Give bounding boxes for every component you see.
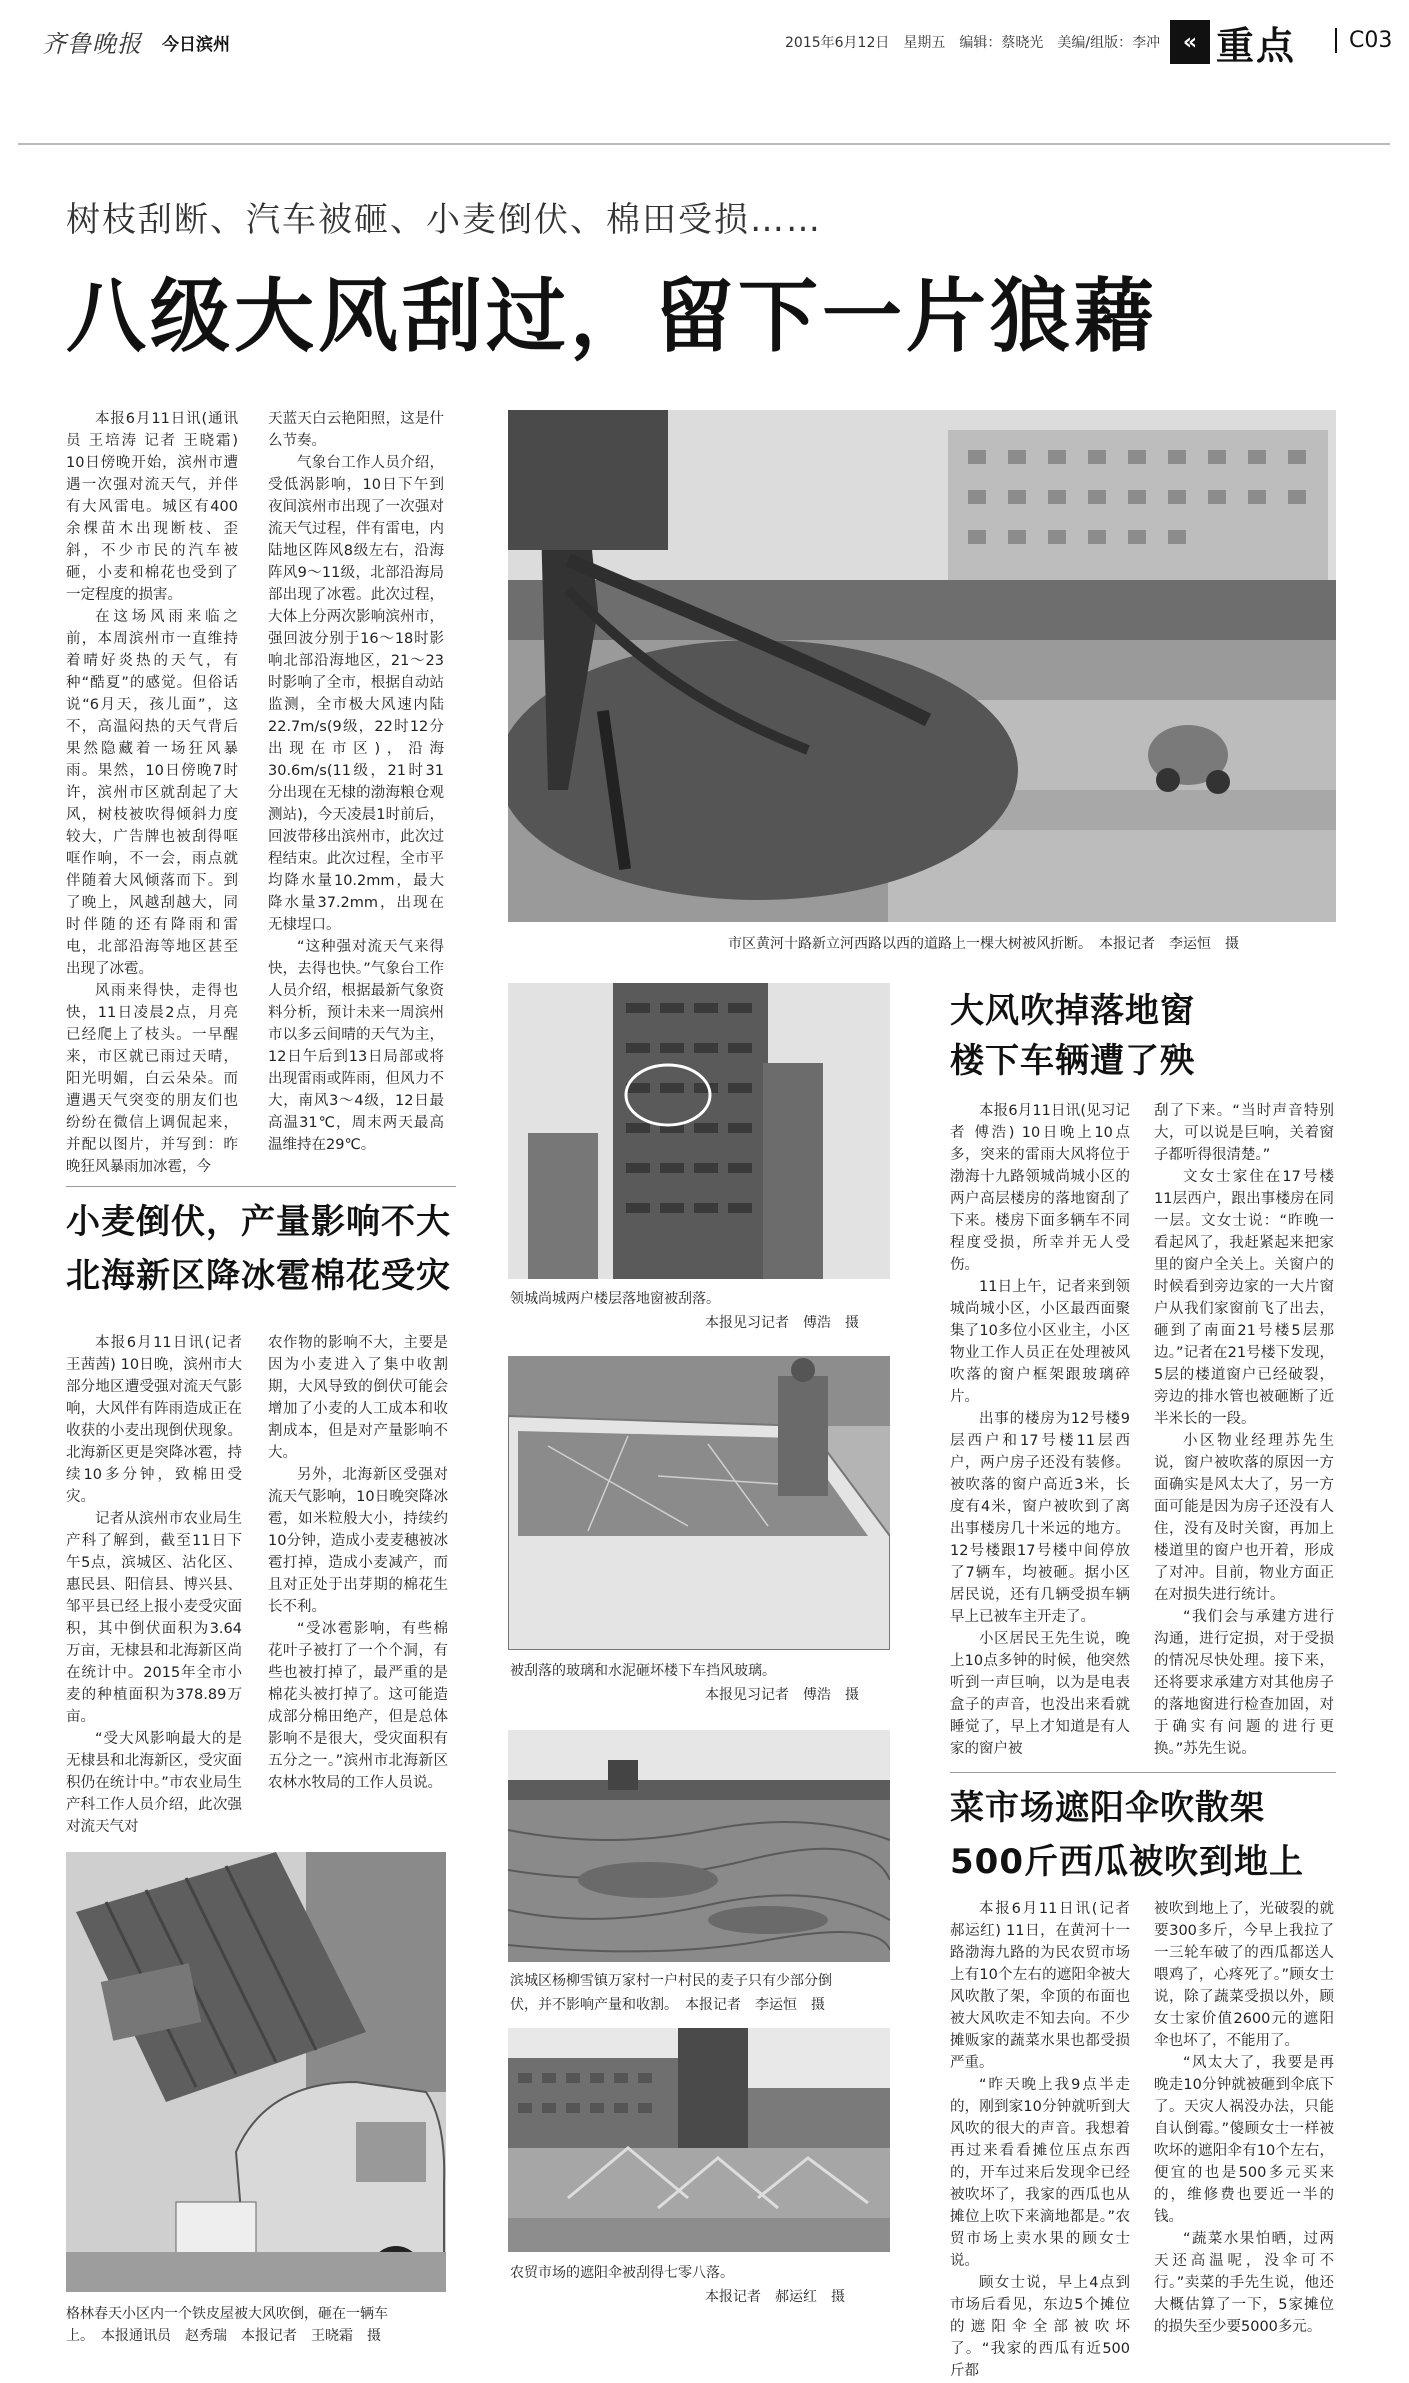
newspaper-brand: 齐鲁晚报 xyxy=(42,30,142,58)
photo-credit: 本报见习记者 傅浩 摄 xyxy=(705,1315,859,1331)
market-title-line1: 菜市场遮阳伞吹散架 xyxy=(950,1788,1265,1828)
photo-caption: 伏，并不影响产量和收割。 本报记者 李运恒 摄 xyxy=(510,1997,825,2013)
photo-caption: 被刮落的玻璃和水泥砸坏楼下车挡风玻璃。 xyxy=(510,1663,776,1679)
paragraph: “风太大了，我要是再晚走10分钟就被砸到伞底下了。天灾人祸没办法，只能自认倒霉。”傻顾女士一样被吹坏的遮阳伞有10个左右，便宜的也是500多元买来的，维修费也要近一半的钱。 xyxy=(1154,2055,1334,2225)
window-title-line1: 大风吹掉落地窗 xyxy=(950,991,1195,1031)
photo-damaged-car xyxy=(508,1356,890,1650)
section-name: 今日滨州 xyxy=(162,35,230,55)
paragraph: 顾女士说，早上4点到市场后看见，东边5个摊位的遮阳伞全部被吹坏了。“我家的西瓜有近500斤都 xyxy=(950,2275,1130,2379)
wheat-title-line1: 小麦倒伏，产量影响不大 xyxy=(66,1202,451,1242)
paragraph: 文女士家住在17号楼11层西户，跟出事楼房在同一层。文女士说：“昨晚一看起风了，我赶紧起来把家里的窗户全关上。关窗户的时候看到旁边家的一大片窗户从我们家窗前飞了出去，砸到了南面21号楼5层那边。”记者在21号楼下发现，5层的楼道窗户已经破裂，旁边的排水管也被砸断了近半米长的一段。 xyxy=(1154,1169,1334,1427)
market-column-1 xyxy=(950,1898,1130,2382)
page-number: C03 xyxy=(1335,28,1392,53)
fallen-shed-image xyxy=(66,1852,446,2292)
paragraph: “这种强对流天气来得快，去得也快。”气象台工作人员介绍，根据最新气象资料分析，预计未来一周滨州市以多云间晴的天气为主，12日午后到13日局部或将出现雷雨或阵雨，但风力不大，南风3～4级，12日最高温31℃，周末两天最高温维持在29℃。 xyxy=(268,939,444,1153)
wheat-title-line2: 北海新区降冰雹棉花受灾 xyxy=(66,1256,451,1296)
broken-tree-image xyxy=(508,410,1336,922)
paragraph: “昨天晚上我9点半走的，刚到家10分钟就听到大风吹的很大的声音。我想着再过来看看摊位压点东西的，开车过来后发现伞已经被吹坏了，我家的西瓜也从摊位上吹下来滴地都是。”农贸市场上卖水果的顾女士说。 xyxy=(950,2077,1130,2269)
photo-building xyxy=(508,983,890,1279)
photo-caption: 市区黄河十路新立河西路以西的道路上一棵大树被风折断。 本报记者 李运恒 摄 xyxy=(728,936,1239,952)
issue-meta: 2015年6月12日 星期五 编辑：蔡晓光 美编/组版：李冲 xyxy=(785,35,1161,51)
paragraph: 11日上午，记者来到领城尚城小区，小区最西面聚集了10多位小区业主，小区物业工作人员正在处理被风吹落的窗户框架跟玻璃碎片。 xyxy=(950,1279,1130,1405)
window-column-1 xyxy=(950,1100,1130,1760)
paragraph: 刮了下来。“当时声音特别大，可以说是巨响，关着窗子都听得很清楚。” xyxy=(1154,1103,1334,1163)
market-title-line2: 500斤西瓜被吹到地上 xyxy=(950,1842,1304,1882)
photo-caption: 滨城区杨柳雪镇万家村一户村民的麦子只有少部分倒 xyxy=(510,1973,832,1989)
paragraph: 在这场风雨来临之前，本周滨州市一直维持着晴好炎热的天气，有种“酷夏”的感觉。但俗话说“6月天，孩儿面”，这不，高温闷热的天气背后果然隐藏着一场狂风暴雨。果然，10日傍晚7时许，滨州市区就刮起了大风，树枝被吹得倾斜力度较大，广告牌也被刮得哐哐作响，不一会，雨点就伴随着大风倾落而下。到了晚上，风越刮越大，同时伴随的还有降雨和雷电，北部沿海等地区甚至出现了冰雹。 xyxy=(66,609,238,977)
wheat-column-2 xyxy=(268,1332,448,1794)
photo-caption: 上。 本报通讯员 赵秀瑞 本报记者 王晓霜 摄 xyxy=(66,2328,381,2344)
kicker: 树枝刮断、汽车被砸、小麦倒伏、棉田受损…… xyxy=(66,200,822,240)
paragraph: 记者从滨州市农业局生产科了解到，截至11日下午5点，滨城区、沾化区、惠民县、阳信县、博兴县、邹平县已经上报小麦受灾面积，其中倒伏面积为3.64万亩，无棣县和北海新区尚在统计中。2015年全市小麦的种植面积为378.89万亩。 xyxy=(66,1511,242,1725)
paragraph: 本报6月11日讯(记者 郝运红) 11日，在黄河十一路渤海九路的为民农贸市场上有10个左右的遮阳伞被大风吹散了架，伞顶的布面也被大风吹走不知去向。不少摊贩家的蔬菜水果也都受损严重。 xyxy=(950,1901,1130,2071)
main-column-1 xyxy=(66,408,238,1178)
section-tag-label: 重点 xyxy=(1216,23,1297,68)
photo-wheat-field xyxy=(508,1730,890,1962)
paragraph: “我们会与承建方进行沟通，进行定损，对于受损的情况尽快处理。接下来，还将要求承建方对其他房子的落地窗进行检查加固，对于确实有问题的进行更换。”苏先生说。 xyxy=(1154,1609,1334,1757)
photo-fallen-shed xyxy=(66,1852,446,2292)
paragraph: “蔬菜水果怕晒，过两天还高温呢，没伞可不行。”卖菜的手先生说，他还大概估算了一下，5家摊位的损失至少要5000多元。 xyxy=(1154,2231,1334,2335)
paragraph: “受大风影响最大的是无棣县和北海新区，受灾面积仍在统计中。”市农业局生产科工作人员介绍，此次强对流天气对 xyxy=(66,1731,242,1835)
paragraph: 出事的楼房为12号楼9层西户和17号楼11层西户，两户房子还没有装修。被吹落的窗户高近3米，长度有4米，窗户被吹到了离出事楼房几十米远的地方。12号楼跟17号楼中间停放了7辆车，均被砸。据小区居民说，还有几辆受损车辆早上已被车主开走了。 xyxy=(950,1411,1130,1625)
paragraph: 风雨来得快，走得也快，11日凌晨2点，月亮已经爬上了枝头。一早醒来，市区就已雨过天晴，阳光明媚，白云朵朵。而遭遇天气突变的朋友们也纷纷在微信上调侃起来，并配以图片，并写到：昨晚狂风暴雨加冰雹，今 xyxy=(66,983,238,1175)
photo-caption: 农贸市场的遮阳伞被刮得七零八落。 xyxy=(510,2265,734,2281)
photo-broken-tree xyxy=(508,410,1336,922)
window-title-line2: 楼下车辆遭了殃 xyxy=(950,1041,1195,1081)
paragraph: 本报6月11日讯(见习记者 傅浩) 10日晚上10点多，突来的雷雨大风将位于渤海十九路领城尚城小区的两户高层楼房的落地窗刮了下来。楼房下面多辆车不同程度受损，所幸并无人受伤。 xyxy=(950,1103,1130,1273)
header-divider xyxy=(18,143,1390,145)
paragraph: 本报6月11日讯(通讯员 王培涛 记者 王晓霜) 10日傍晚开始，滨州市遭遇一次强对流天气，并伴有大风雷电。城区有400余棵苗木出现断枝、歪斜，不少市民的汽车被砸，小麦和棉花也受到了一定程度的损害。 xyxy=(66,411,238,603)
photo-caption: 格林春天小区内一个铁皮屋被大风吹倒，砸在一辆车 xyxy=(66,2306,388,2322)
photo-caption: 领城尚城两户楼层落地窗被刮落。 xyxy=(510,1291,720,1307)
paragraph: 小区居民王先生说，晚上10点多钟的时候，他突然听到一声巨响，以为是电表盒子的声音，也没出来看就睡觉了，早上才知道是有人家的窗户被 xyxy=(950,1631,1130,1757)
main-column-2 xyxy=(268,408,444,1156)
building-image xyxy=(508,983,890,1279)
wheat-column-1 xyxy=(66,1332,242,1838)
paragraph: 被吹到地上了，光破裂的就要300多斤，今早上我拉了一三轮车破了的西瓜都送人喂鸡了，心疼死了。”顾女士说，除了蔬菜受损以外，顾女士家价值2600元的遮阳伞也坏了，不能用了。 xyxy=(1154,1901,1334,2049)
paragraph: 天蓝天白云艳阳照，这是什么节奏。 xyxy=(268,411,444,449)
damaged-car-image xyxy=(508,1356,890,1650)
wheat-field-image xyxy=(508,1730,890,1962)
main-headline: 八级大风刮过，留下一片狼藉 xyxy=(66,270,1158,363)
paragraph: 农作物的影响不大，主要是因为小麦进入了集中收割期，大风导致的倒伏可能会增加了小麦的人工成本和收割成本，但是对产量影响不大。 xyxy=(268,1335,448,1461)
paragraph: “受冰雹影响，有些棉花叶子被打了一个个洞，有些也被打掉了，最严重的是棉花头被打掉了。这可能造成部分棉田绝产，但是总体影响不是很大，受灾面积有五分之一。”滨州市北海新区农林水牧局的工作人员说。 xyxy=(268,1621,448,1791)
market-image xyxy=(508,2028,890,2252)
divider xyxy=(66,1186,456,1187)
chevron-left-icon: « xyxy=(1170,20,1210,64)
photo-credit: 本报见习记者 傅浩 摄 xyxy=(705,1687,859,1703)
section-tag xyxy=(1170,18,1320,66)
photo-market xyxy=(508,2028,890,2252)
paragraph: 气象台工作人员介绍，受低涡影响，10日下午到夜间滨州市出现了一次强对流天气过程，伴有雷电，内陆地区阵风8级左右，沿海阵风9～11级，北部沿海局部出现了冰雹。此次过程，大体上分两次影响滨州市，强回波分别于16～18时影响北部沿海地区，21～23时影响了全市，根据自动站监测，全市极大风速内陆22.7m/s(9级，22时12分出现在市区)，沿海30.6m/s(11级，21时31分出现在无棣的渤海粮仓观测站)，今天凌晨1时前后，回波带移出滨州市，此次过程结束。此次过程，全市平均降水量10.2mm，最大降水量37.2mm，出现在无棣埕口。 xyxy=(268,455,444,933)
photo-credit: 本报记者 郝运红 摄 xyxy=(705,2289,845,2305)
paragraph: 本报6月11日讯(记者 王茜茜) 10日晚，滨州市大部分地区遭受强对流天气影响，大风伴有阵雨造成正在收获的小麦出现倒伏现象。北海新区更是突降冰雹，持续10多分钟，致棉田受灾。 xyxy=(66,1335,242,1505)
divider xyxy=(950,1772,1336,1773)
market-column-2 xyxy=(1154,1898,1334,2338)
window-column-2 xyxy=(1154,1100,1334,1760)
paragraph: 另外，北海新区受强对流天气影响，10日晚突降冰雹，如米粒般大小，持续约10分钟，造成小麦麦穗被冰雹打掉，造成小麦减产，而且对正处于出芽期的棉花生长不利。 xyxy=(268,1467,448,1615)
paragraph: 小区物业经理苏先生说，窗户被吹落的原因一方面确实是风太大了，另一方面可能是因为房子还没有人住，没有及时关窗，再加上楼道里的窗户也开着，形成了对冲。目前，物业方面正在对损失进行统计。 xyxy=(1154,1433,1334,1603)
